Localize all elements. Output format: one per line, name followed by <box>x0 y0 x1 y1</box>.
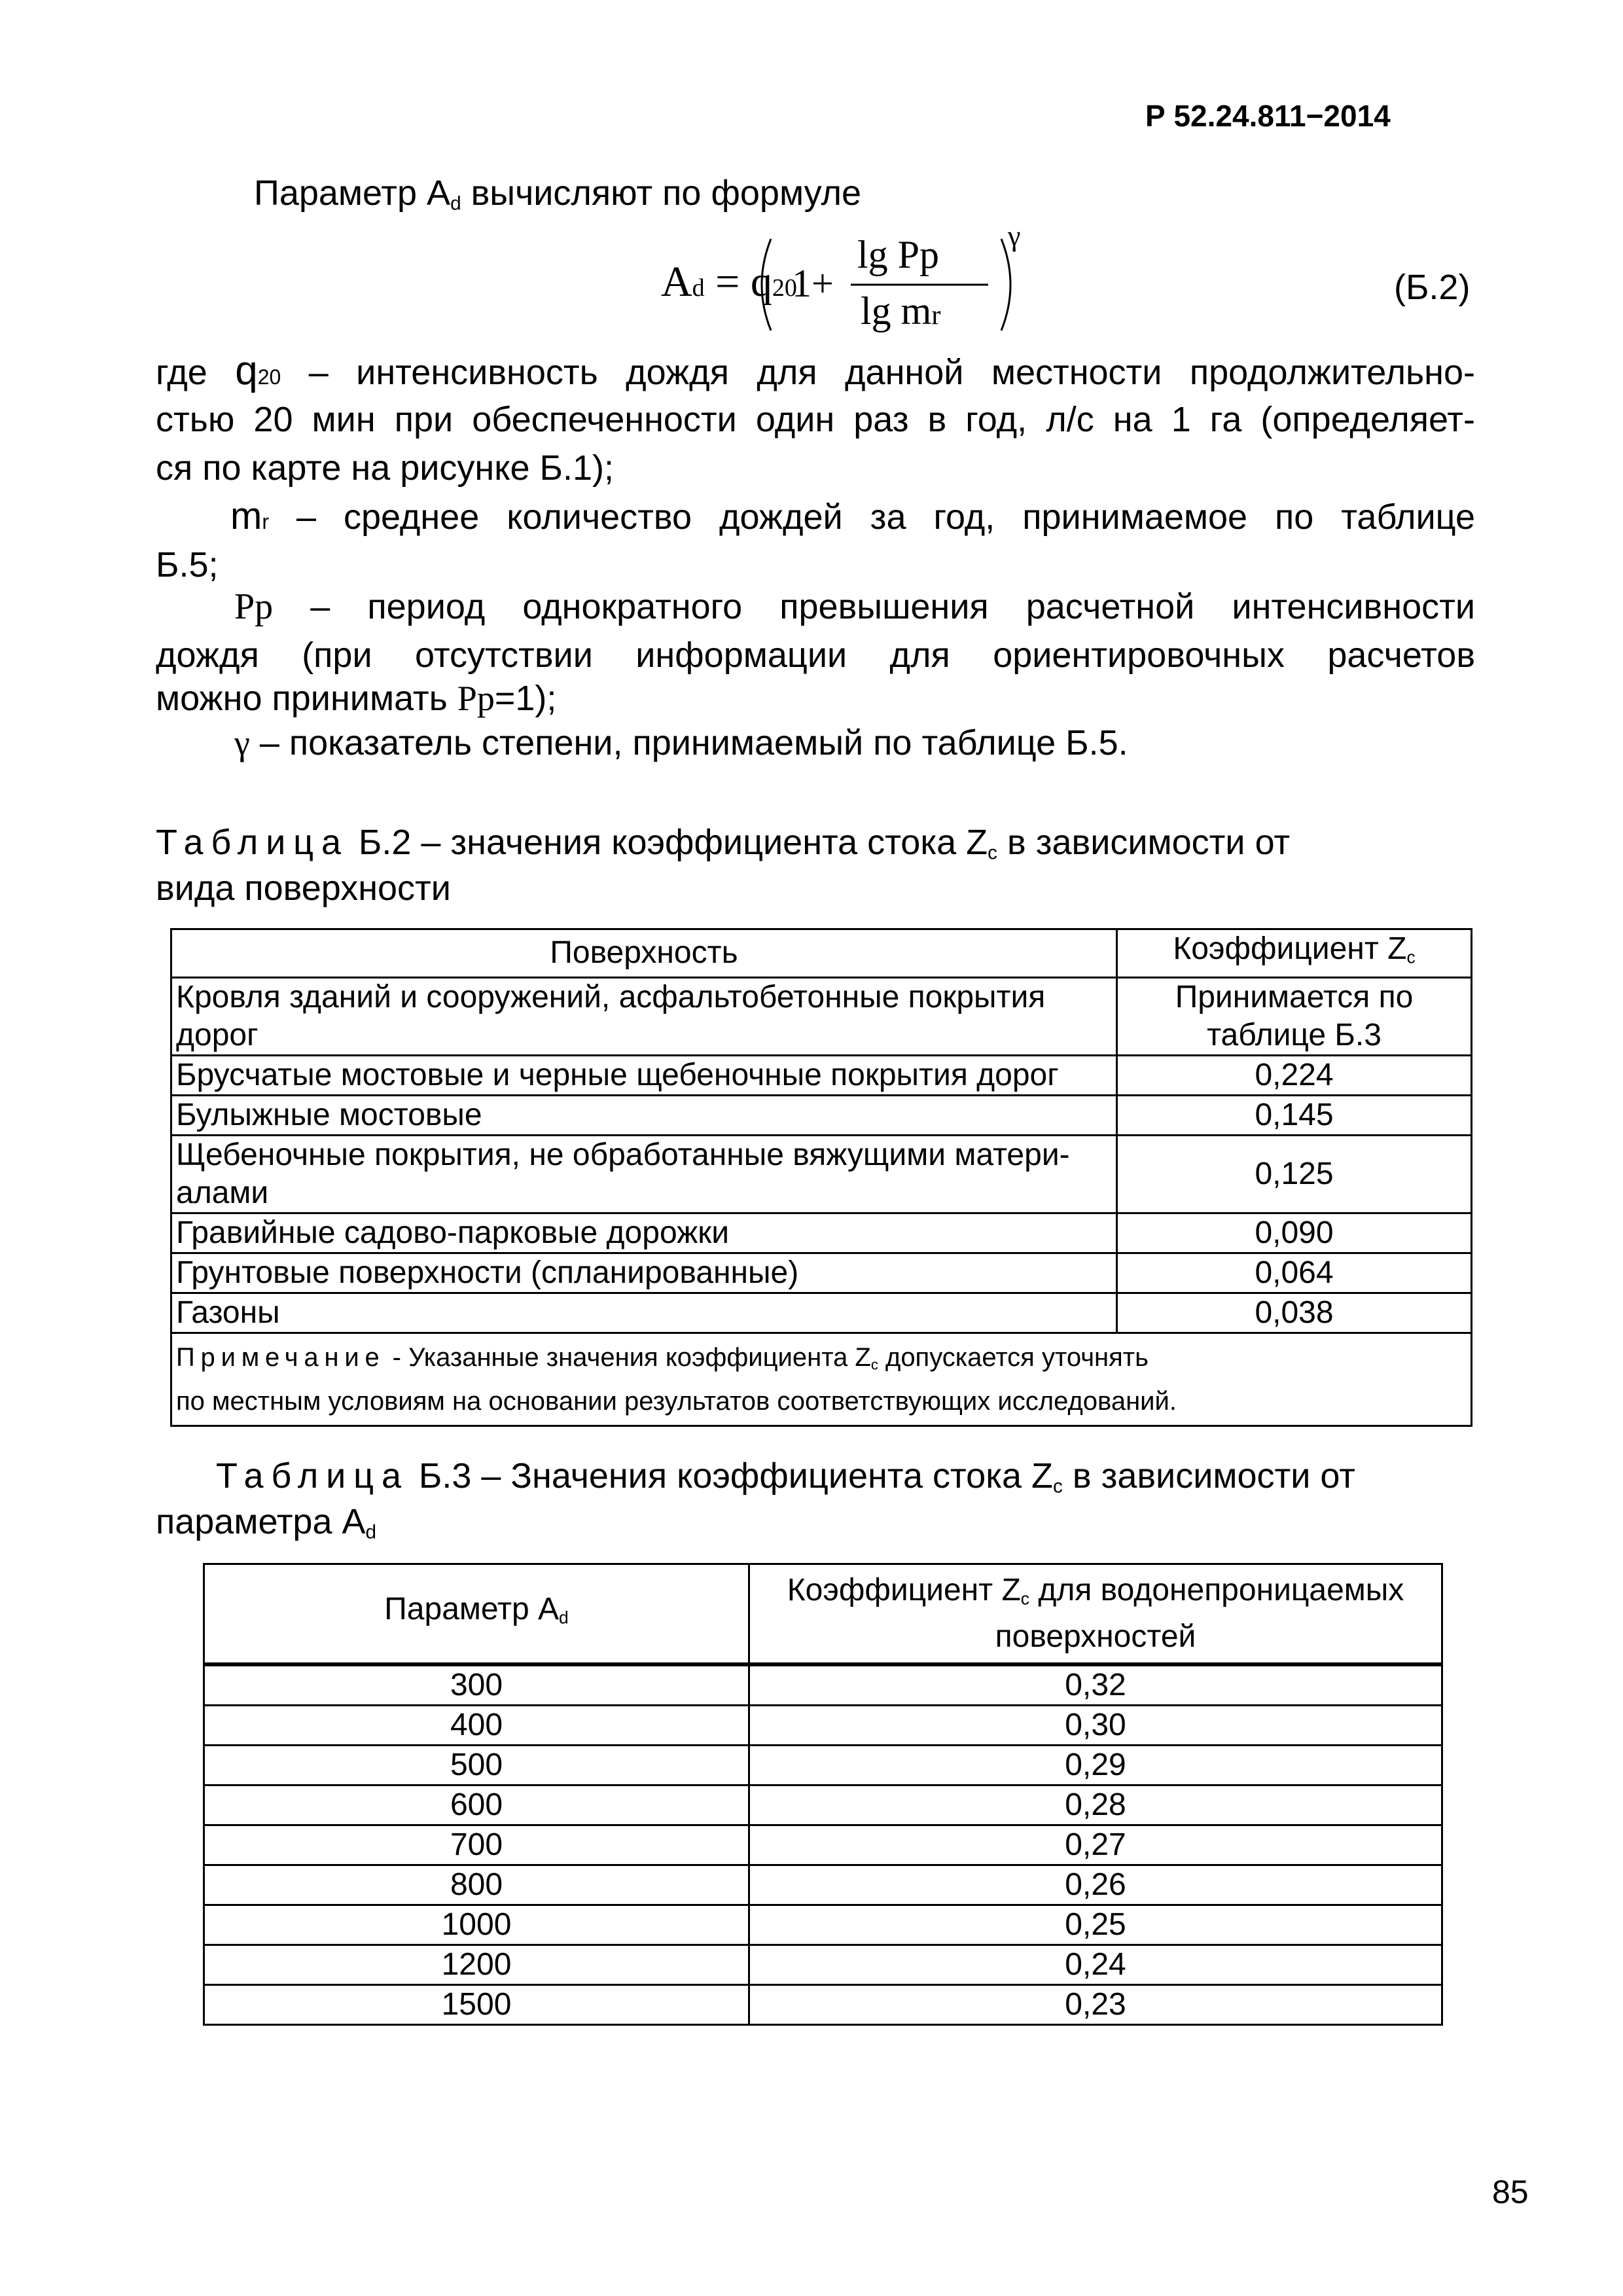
table-cell: 0,28 <box>749 1785 1442 1825</box>
table-cell: Гравийные садово-парковые дорожки <box>171 1213 1117 1253</box>
table-b2-caption-line2: вида поверхности <box>156 869 451 908</box>
table-row <box>171 977 1472 1055</box>
formula-b2 <box>661 219 1027 350</box>
table-cell: 0,145 <box>1117 1095 1472 1135</box>
table-cell: 0,25 <box>749 1905 1442 1945</box>
table-cell: Принимается по таблице Б.3 <box>1117 977 1472 1055</box>
table-cell: 0,038 <box>1117 1293 1472 1333</box>
table-b3-caption: Таблица Б.3 – Значения коэффициента стока $Z_c$ в зависимости от <box>216 1456 1356 1498</box>
table-cell: 0,23 <box>749 1984 1442 2024</box>
formula-denominator: lg mr <box>861 289 941 332</box>
table-b3-header-param: Параметр $A_d$ <box>204 1564 749 1664</box>
table-cell: 600 <box>204 1785 749 1825</box>
formula-lhs: Ad = q20 <box>661 258 797 306</box>
table-cell: Кровля зданий и сооружений, асфальтобетонные покрытия дорог <box>171 977 1117 1055</box>
table-b2 <box>170 928 1472 1427</box>
table-cell: 800 <box>204 1865 749 1905</box>
table-row <box>204 1825 1442 1865</box>
definition-gamma: γ – показатель степени, принимаемый по таблице Б.5. <box>234 723 1128 762</box>
table-cell: Булыжные мостовые <box>171 1095 1117 1135</box>
table-cell: 1500 <box>204 1984 749 2024</box>
definition-q20-line3: ся по карте на рисунке Б.1); <box>156 448 614 488</box>
table-row <box>171 1135 1472 1213</box>
table-row <box>171 1055 1472 1095</box>
intro-text: Параметр A <box>254 173 451 213</box>
table-cell: 0,090 <box>1117 1213 1472 1253</box>
document-code: Р 52.24.811−2014 <box>1145 99 1391 133</box>
table-row <box>204 1865 1442 1905</box>
table-cell: 0,125 <box>1117 1135 1472 1213</box>
table-row <box>204 1745 1442 1785</box>
table-cell: 300 <box>204 1664 749 1706</box>
table-b3-header-coeff: Коэффициент $Z_c$ для водонепроницаемых поверхностей <box>749 1564 1442 1664</box>
table-cell: 700 <box>204 1825 749 1865</box>
table-cell: Газоны <box>171 1293 1117 1333</box>
table-b2-note-row <box>171 1333 1472 1426</box>
table-row <box>204 1945 1442 1984</box>
definition-mr-line2: Б.5; <box>156 545 219 584</box>
definition-mr: mr – среднее количество дождей за год, принимаемое по таблице <box>230 495 1475 537</box>
table-b2-header <box>171 929 1472 978</box>
table-cell: 0,224 <box>1117 1055 1472 1095</box>
table-cell: 500 <box>204 1745 749 1785</box>
intro-sub: d <box>450 192 461 215</box>
page-number: 85 <box>1492 2174 1529 2210</box>
definition-pp-line2: дождя (при отсутствии информации для ориентировочных расчетов <box>156 636 1475 675</box>
table-row <box>171 1293 1472 1333</box>
table-row <box>204 1664 1442 1706</box>
table-b2-header-coeff: Коэффициент $Z_c$ <box>1117 929 1472 978</box>
table-cell: 400 <box>204 1705 749 1745</box>
definition-pp: Pp – период однократного превышения расчетной интенсивности <box>234 586 1475 627</box>
intro-rest: вычисляют по формуле <box>461 173 862 213</box>
formula-exponent: γ <box>1008 220 1021 252</box>
table-row <box>171 1213 1472 1253</box>
table-row <box>171 1253 1472 1293</box>
equation-number: (Б.2) <box>1394 268 1471 307</box>
table-cell: Брусчатые мостовые и черные щебеночные покрытия дорог <box>171 1055 1117 1095</box>
table-cell: 0,26 <box>749 1865 1442 1905</box>
table-row <box>204 1705 1442 1745</box>
definition-q20: где q20 – интенсивность дождя для данной местности продолжительно- <box>156 348 1475 393</box>
formula-numerator: lg Pp <box>857 233 940 276</box>
table-cell: 0,29 <box>749 1745 1442 1785</box>
table-row <box>171 1095 1472 1135</box>
table-cell: 0,064 <box>1117 1253 1472 1293</box>
table-cell: Щебеночные покрытия, не обработанные вяжущими матери-алами <box>171 1135 1117 1213</box>
table-cell: 0,32 <box>749 1664 1442 1706</box>
definition-q20-line2: стью 20 мин при обеспеченности один раз в год, л/с на 1 га (определяет- <box>156 400 1475 439</box>
table-b3-header <box>204 1564 1442 1664</box>
table-cell: 1000 <box>204 1905 749 1945</box>
definition-pp-line3: можно принимать Pp=1); <box>156 679 557 718</box>
table-b3 <box>203 1563 1443 2026</box>
table-b2-caption: Таблица Б.2 – значения коэффициента стока $Z_c$ в зависимости от <box>156 823 1291 864</box>
table-cell: 0,30 <box>749 1705 1442 1745</box>
table-b2-note: Примечание - Указанные значения коэффициента $Z_c$ допускается уточнять по местным условиям на основании результатов соответствующих исследований. <box>171 1333 1472 1426</box>
table-row <box>204 1984 1442 2024</box>
table-b2-header-surface: Поверхность <box>171 929 1117 978</box>
table-b3-caption-line2: параметра $A_d$ <box>156 1502 377 1543</box>
table-row <box>204 1905 1442 1945</box>
table-row <box>204 1785 1442 1825</box>
table-cell: 0,27 <box>749 1825 1442 1865</box>
formula-one-plus: 1+ <box>792 262 834 305</box>
table-cell: 0,24 <box>749 1945 1442 1984</box>
table-cell: 1200 <box>204 1945 749 1984</box>
table-cell: Грунтовые поверхности (спланированные) <box>171 1253 1117 1293</box>
